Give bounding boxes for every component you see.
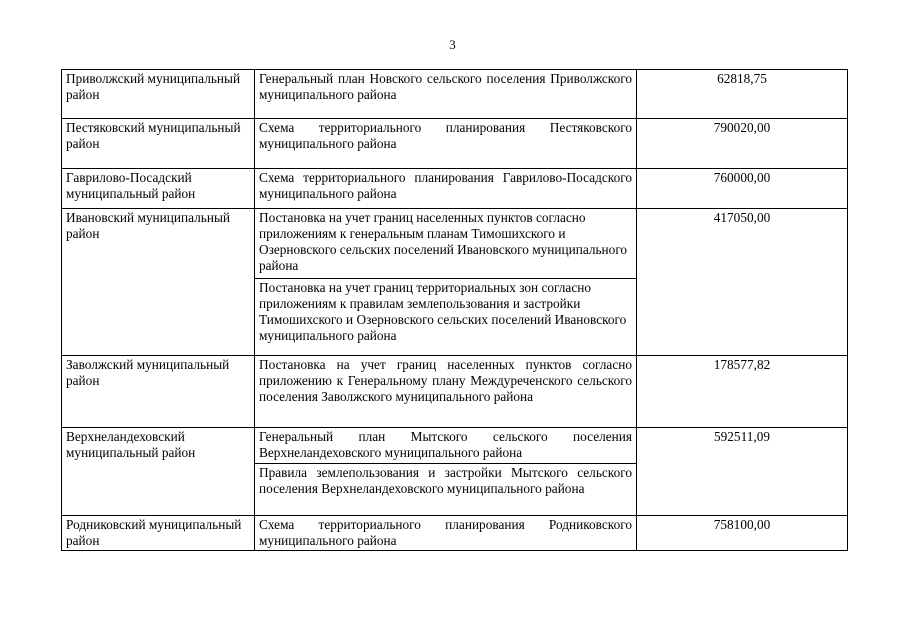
document-cell: Постановка на учет границ населенных пунктов согласно приложению к Генеральному плану Междуреченского сельского поселения Заволжского муниципального района — [255, 356, 637, 428]
amount-cell: 178577,82 — [637, 356, 848, 428]
document-cell: Схема территориального планирования Пестяковского муниципального района — [255, 119, 637, 169]
amount-cell: 592511,09 — [637, 428, 848, 516]
amount-cell: 760000,00 — [637, 169, 848, 209]
funding-table — [61, 69, 848, 551]
district-cell: Верхнеландеховский муниципальный район — [62, 428, 255, 516]
amount-cell: 417050,00 — [637, 209, 848, 356]
amount-cell: 62818,75 — [637, 70, 848, 119]
document-cell: Генеральный план Мытского сельского поселения Верхнеландеховского муниципального района — [255, 428, 637, 464]
page-number: 3 — [449, 37, 456, 52]
document-cell: Постановка на учет границ населенных пунктов согласно приложениям к генеральным планам Тимошихского и Озерновского сельских поселений Ивановского муниципального района — [255, 209, 637, 279]
table-row — [62, 428, 848, 464]
district-cell: Родниковский муниципальный район — [62, 516, 255, 551]
table-row — [62, 70, 848, 119]
table-row — [62, 516, 848, 551]
district-cell: Пестяковский муниципальный район — [62, 119, 255, 169]
table-row — [62, 169, 848, 209]
table-row — [62, 356, 848, 428]
document-cell: Схема территориального планирования Родниковского муниципального района — [255, 516, 637, 551]
document-cell: Генеральный план Новского сельского поселения Приволжского муниципального района — [255, 70, 637, 119]
district-cell: Ивановский муниципальный район — [62, 209, 255, 356]
document-cell: Правила землепользования и застройки Мытского сельского поселения Верхнеландеховского муниципального района — [255, 464, 637, 516]
district-cell: Заволжский муниципальный район — [62, 356, 255, 428]
document-cell: Постановка на учет границ территориальных зон согласно приложениям к правилам землепользования и застройки Тимошихского и Озерновского сельских поселений Ивановского муниципального района — [255, 279, 637, 356]
table-row — [62, 119, 848, 169]
district-cell: Приволжский муниципальный район — [62, 70, 255, 119]
amount-cell: 758100,00 — [637, 516, 848, 551]
document-cell: Схема территориального планирования Гаврилово-Посадского муниципального района — [255, 169, 637, 209]
amount-cell: 790020,00 — [637, 119, 848, 169]
table-row — [62, 209, 848, 279]
district-cell: Гаврилово-Посадский муниципальный район — [62, 169, 255, 209]
